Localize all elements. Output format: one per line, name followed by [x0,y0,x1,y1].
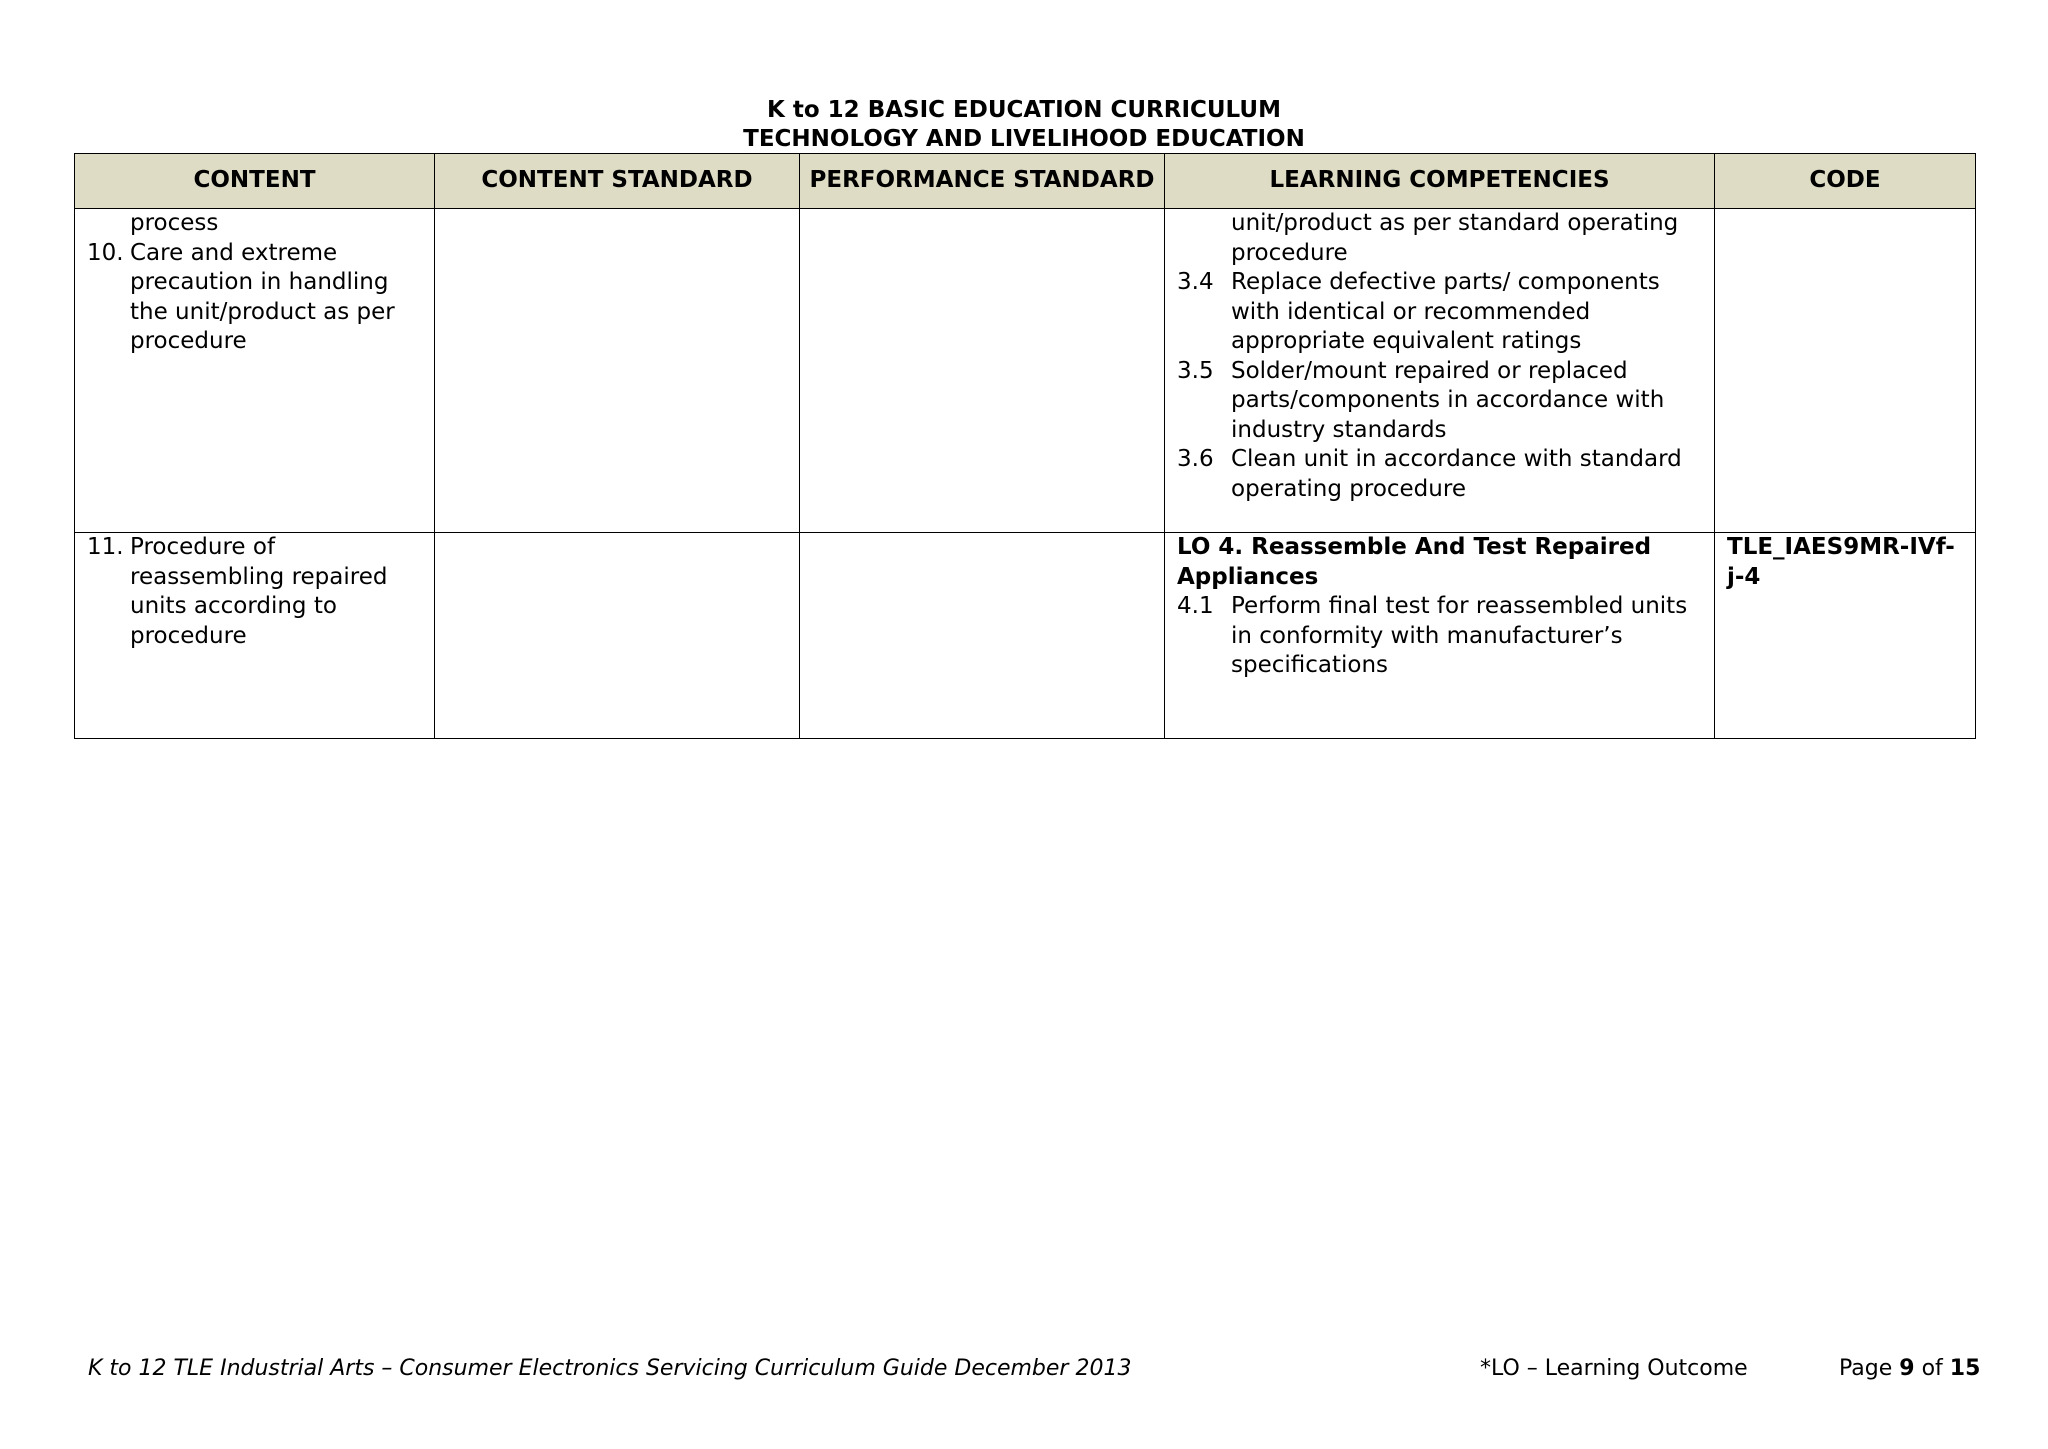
content-cell [75,533,435,739]
learning-competencies-cell [1165,533,1715,739]
competency-text: Perform final test for reassembled units in conformity with manufacturer’s specifications [1231,593,1688,678]
code-cell: TLE_IAES9MR-IVf-j-4 [1715,533,1976,739]
learning-outcome-heading: LO 4. Reassemble And Test Repaired Appliances [1177,534,1652,590]
competency-number: 3.5 [1177,357,1214,384]
competency-text: Replace defective parts/ components with identical or recommended appropriate equivalent ratings [1231,269,1660,354]
page-current: 9 [1899,1356,1915,1381]
column-header-content: CONTENT [75,154,435,209]
footer-guide-title: K to 12 TLE Industrial Arts – Consumer Electronics Servicing Curriculum Guide December 2013 [88,1356,1132,1381]
table-row [75,209,1976,533]
performance-standard-cell [800,533,1165,739]
content-item [87,239,422,357]
column-header-performance-standard: PERFORMANCE STANDARD [800,154,1165,209]
content-standard-cell [435,533,800,739]
content-item-text: Procedure of reassembling repaired units according to procedure [130,534,388,649]
learning-competencies-cell [1165,209,1715,533]
performance-standard-cell [800,209,1165,533]
title-line-2: TECHNOLOGY AND LIVELIHOOD EDUCATION [743,126,1305,152]
page-of: of [1921,1356,1943,1381]
content-item-text: Care and extreme precaution in handling the unit/product as per procedure [130,239,395,354]
content-cell [75,209,435,533]
competency-continuation: unit/product as per standard operating procedure [1231,210,1679,266]
content-item-number: 10. [87,239,124,266]
content-item [87,533,422,651]
competency-number: 3.4 [1177,269,1214,295]
column-header-learning-competencies: LEARNING COMPETENCIES [1165,154,1715,209]
content-item-number: 11. [87,534,124,560]
title-line-1: K to 12 BASIC EDUCATION CURRICULUM [767,97,1281,123]
competency-number: 4.1 [1177,593,1214,619]
content-continuation: process [130,210,219,236]
competency-text: Solder/mount repaired or replaced parts/components in accordance with industry standards [1231,357,1665,443]
column-header-content-standard: CONTENT STANDARD [435,154,800,209]
competency-number: 3.6 [1177,446,1214,472]
curriculum-table [74,153,1976,739]
footer-page-number [1839,1355,1980,1383]
content-standard-cell [435,209,800,533]
column-header-code: CODE [1715,154,1976,209]
competency-text: Clean unit in accordance with standard operating procedure [1231,446,1682,502]
code-cell [1715,209,1976,533]
document-title [0,96,2048,154]
footer-lo-note: *LO – Learning Outcome [1480,1356,1748,1381]
page-prefix: Page [1839,1356,1893,1381]
competency-item [1177,445,1702,504]
competency-item [1177,357,1702,446]
competency-item [1177,268,1702,357]
page-total: 15 [1949,1356,1981,1381]
competency-item [1177,592,1702,681]
table-row [75,533,1976,739]
table-header-row [75,154,1976,209]
